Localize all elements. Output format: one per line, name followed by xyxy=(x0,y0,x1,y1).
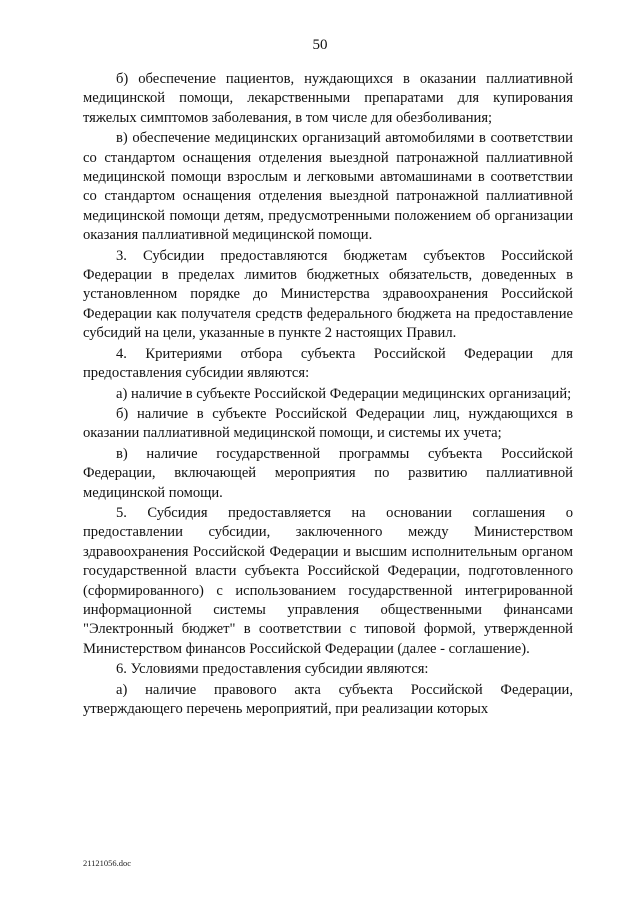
footer-filename: 21121056.doc xyxy=(83,858,132,868)
paragraph-v-vehicles: в) обеспечение медицинских организаций автомобилями в соответствии со стандартом оснащения отделения выездной патронажной паллиативной медицинской помощи взрослым и легковыми автомашинами в соответствии со стандартом оснащения отделения выездной патронажной паллиативной медицинской помощи детям, предусмотренными положением об организации оказания паллиативной медицинской помощи. xyxy=(83,130,573,244)
paragraph-4b: б) наличие в субъекте Российской Федерации лиц, нуждающихся в оказании паллиативной медицинской помощи, и системы их учета; xyxy=(83,405,573,442)
paragraph-4a: а) наличие в субъекте Российской Федерации медицинских организаций; xyxy=(116,385,572,402)
paragraph-b-patients: б) обеспечение пациентов, нуждающихся в оказании паллиативной медицинской помощи, лекарственными препаратами для купирования тяжелых симптомов заболевания, в том числе для обезболивания; xyxy=(83,71,573,126)
paragraph-3-subsidies: 3. Субсидии предоставляются бюджетам субъектов Российской Федерации в пределах лимитов бюджетных обязательств, доведенных в установленном порядке до Министерства здравоохранения Российской Федерации как получателя средств федерального бюджета на предоставление субсидий на цели, указанные в пункте 2 настоящих Правил. xyxy=(83,247,573,342)
document-body xyxy=(83,70,573,720)
paragraph-4v: в) наличие государственной программы субъекта Российской Федерации, включающей мероприятия по развитию паллиативной медицинской помощи. xyxy=(83,445,573,501)
page-number: 50 xyxy=(312,37,328,53)
paragraph-6a: а) наличие правового акта субъекта Российской Федерации, утверждающего перечень мероприятий, при реализации которых xyxy=(83,681,573,717)
paragraph-5-agreement: 5. Субсидия предоставляется на основании соглашения о предоставлении субсидии, заключенного между Министерством здравоохранения Российской Федерации и высшим исполнительным органом государственной власти субъекта Российской Федерации, подготовленного (сформированного) с использованием государственной интегрированной информационной системы управления общественными финансами "Электронный бюджет" в соответствии с типовой формой, утвержденной Министерством финансов Российской Федерации (далее - соглашение). xyxy=(83,504,573,657)
paragraph-6-conditions: 6. Условиями предоставления субсидии являются: xyxy=(116,661,429,678)
paragraph-4-criteria: 4. Критериями отбора субъекта Российской Федерации для предоставления субсидии являются: xyxy=(83,345,573,382)
